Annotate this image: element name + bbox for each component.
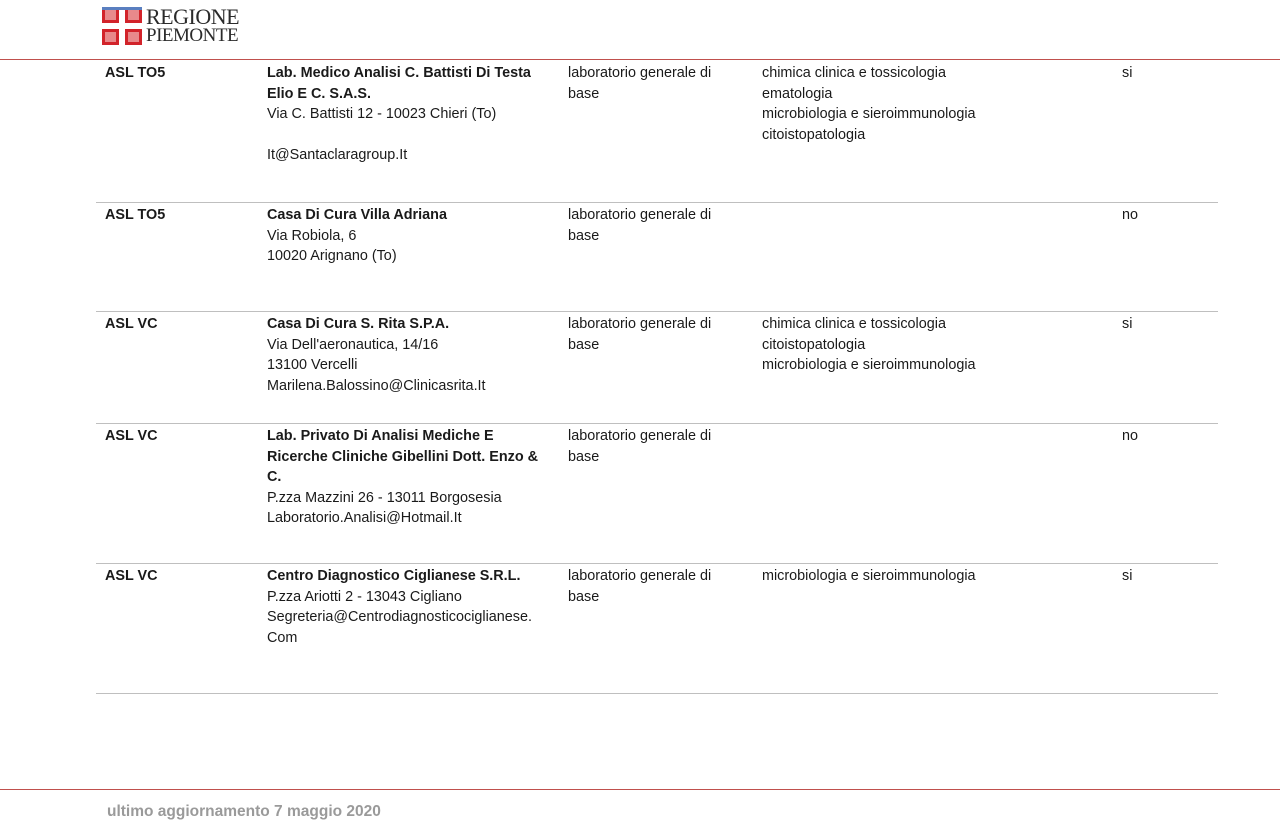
lab-type-line: base bbox=[568, 448, 600, 465]
flag-cell: no bbox=[1122, 428, 1139, 444]
facility-address-line: 10020 Arignano (To) bbox=[267, 248, 397, 264]
header-divider bbox=[0, 59, 1280, 60]
lab-type-line: laboratorio generale di bbox=[568, 428, 712, 444]
facility-address-line: P.zza Mazzini 26 - 13011 Borgosesia bbox=[267, 489, 502, 506]
facility-cell bbox=[267, 566, 557, 648]
asl-cell: ASL TO5 bbox=[105, 207, 166, 223]
footer-divider bbox=[0, 789, 1280, 790]
specialty-line: ematologia bbox=[762, 85, 833, 102]
facility-address-line: 13100 Vercelli bbox=[267, 357, 358, 373]
lab-type-line: laboratorio generale di bbox=[568, 65, 712, 81]
facility-address-line: P.zza Ariotti 2 - 13043 Cigliano bbox=[267, 588, 462, 605]
flag-cell: si bbox=[1122, 65, 1133, 81]
facility-cell bbox=[267, 426, 557, 529]
spacer bbox=[267, 125, 557, 146]
table-row bbox=[96, 61, 1218, 203]
table-row bbox=[96, 203, 1218, 312]
specialty-line: microbiologia e sieroimmunologia bbox=[762, 106, 976, 122]
lab-type-line: laboratorio generale di bbox=[568, 207, 712, 223]
lab-type-line: base bbox=[568, 588, 600, 605]
laboratory-table bbox=[96, 61, 1218, 694]
piemonte-flag-icon bbox=[102, 7, 142, 45]
facility-name-line: Lab. Privato Di Analisi Mediche E bbox=[267, 428, 494, 444]
table-row bbox=[96, 312, 1218, 424]
facility-address-line: Via Dell'aeronautica, 14/16 bbox=[267, 336, 439, 353]
specialties-cell bbox=[762, 314, 1062, 376]
facility-name-line: Elio E C. S.A.S. bbox=[267, 85, 371, 102]
lab-type-line: base bbox=[568, 227, 600, 244]
last-update-text: ultimo aggiornamento 7 maggio 2020 bbox=[107, 803, 381, 820]
flag-cell: si bbox=[1122, 316, 1133, 332]
page-header bbox=[0, 0, 1280, 60]
facility-address-line: It@Santaclaragroup.It bbox=[267, 147, 408, 163]
facility-name-line: Casa Di Cura S. Rita S.P.A. bbox=[267, 316, 450, 332]
specialties-cell bbox=[762, 63, 1062, 145]
facility-address-line: Segreteria@Centrodiagnosticociglianese. bbox=[267, 609, 532, 625]
specialty-line: citoistopatologia bbox=[762, 336, 866, 353]
specialty-line: chimica clinica e tossicologia bbox=[762, 316, 946, 332]
lab-type-line: laboratorio generale di bbox=[568, 568, 712, 584]
logo-line-2: PIEMONTE bbox=[146, 25, 239, 46]
logo-text bbox=[146, 4, 240, 46]
table-row bbox=[96, 564, 1218, 694]
asl-cell: ASL VC bbox=[105, 316, 158, 332]
specialty-line: citoistopatologia bbox=[762, 126, 866, 143]
specialty-line: microbiologia e sieroimmunologia bbox=[762, 568, 976, 584]
lab-type-cell bbox=[568, 205, 743, 246]
facility-cell bbox=[267, 63, 557, 166]
facility-cell bbox=[267, 205, 557, 267]
lab-type-line: base bbox=[568, 336, 600, 353]
facility-name-line: Lab. Medico Analisi C. Battisti Di Testa bbox=[267, 65, 531, 81]
regione-piemonte-logo bbox=[102, 4, 240, 46]
lab-type-line: base bbox=[568, 85, 600, 102]
asl-cell: ASL VC bbox=[105, 568, 158, 584]
facility-address-line: Marilena.Balossino@Clinicasrita.It bbox=[267, 377, 486, 394]
facility-address-line: Via Robiola, 6 bbox=[267, 227, 357, 244]
lab-type-cell bbox=[568, 426, 743, 467]
facility-address-line: Laboratorio.Analisi@Hotmail.It bbox=[267, 510, 462, 526]
lab-type-cell bbox=[568, 566, 743, 607]
flag-cell: si bbox=[1122, 568, 1133, 584]
facility-name-line: Centro Diagnostico Ciglianese S.R.L. bbox=[267, 568, 521, 584]
facility-name-line: Ricerche Cliniche Gibellini Dott. Enzo & bbox=[267, 448, 539, 465]
flag-cell: no bbox=[1122, 207, 1139, 223]
asl-cell: ASL VC bbox=[105, 428, 158, 444]
lab-type-line: laboratorio generale di bbox=[568, 316, 712, 332]
facility-address-line: Via C. Battisti 12 - 10023 Chieri (To) bbox=[267, 106, 497, 122]
facility-cell bbox=[267, 314, 557, 396]
specialty-line: microbiologia e sieroimmunologia bbox=[762, 357, 976, 373]
facility-name-line: C. bbox=[267, 469, 282, 485]
facility-name-line: Casa Di Cura Villa Adriana bbox=[267, 207, 447, 223]
specialties-cell bbox=[762, 566, 1062, 587]
facility-address-line: Com bbox=[267, 629, 298, 646]
lab-type-cell bbox=[568, 314, 743, 355]
table-row bbox=[96, 424, 1218, 564]
asl-cell: ASL TO5 bbox=[105, 65, 166, 81]
logo-line-1: REGIONE bbox=[146, 4, 240, 29]
specialty-line: chimica clinica e tossicologia bbox=[762, 65, 946, 81]
lab-type-cell bbox=[568, 63, 743, 104]
